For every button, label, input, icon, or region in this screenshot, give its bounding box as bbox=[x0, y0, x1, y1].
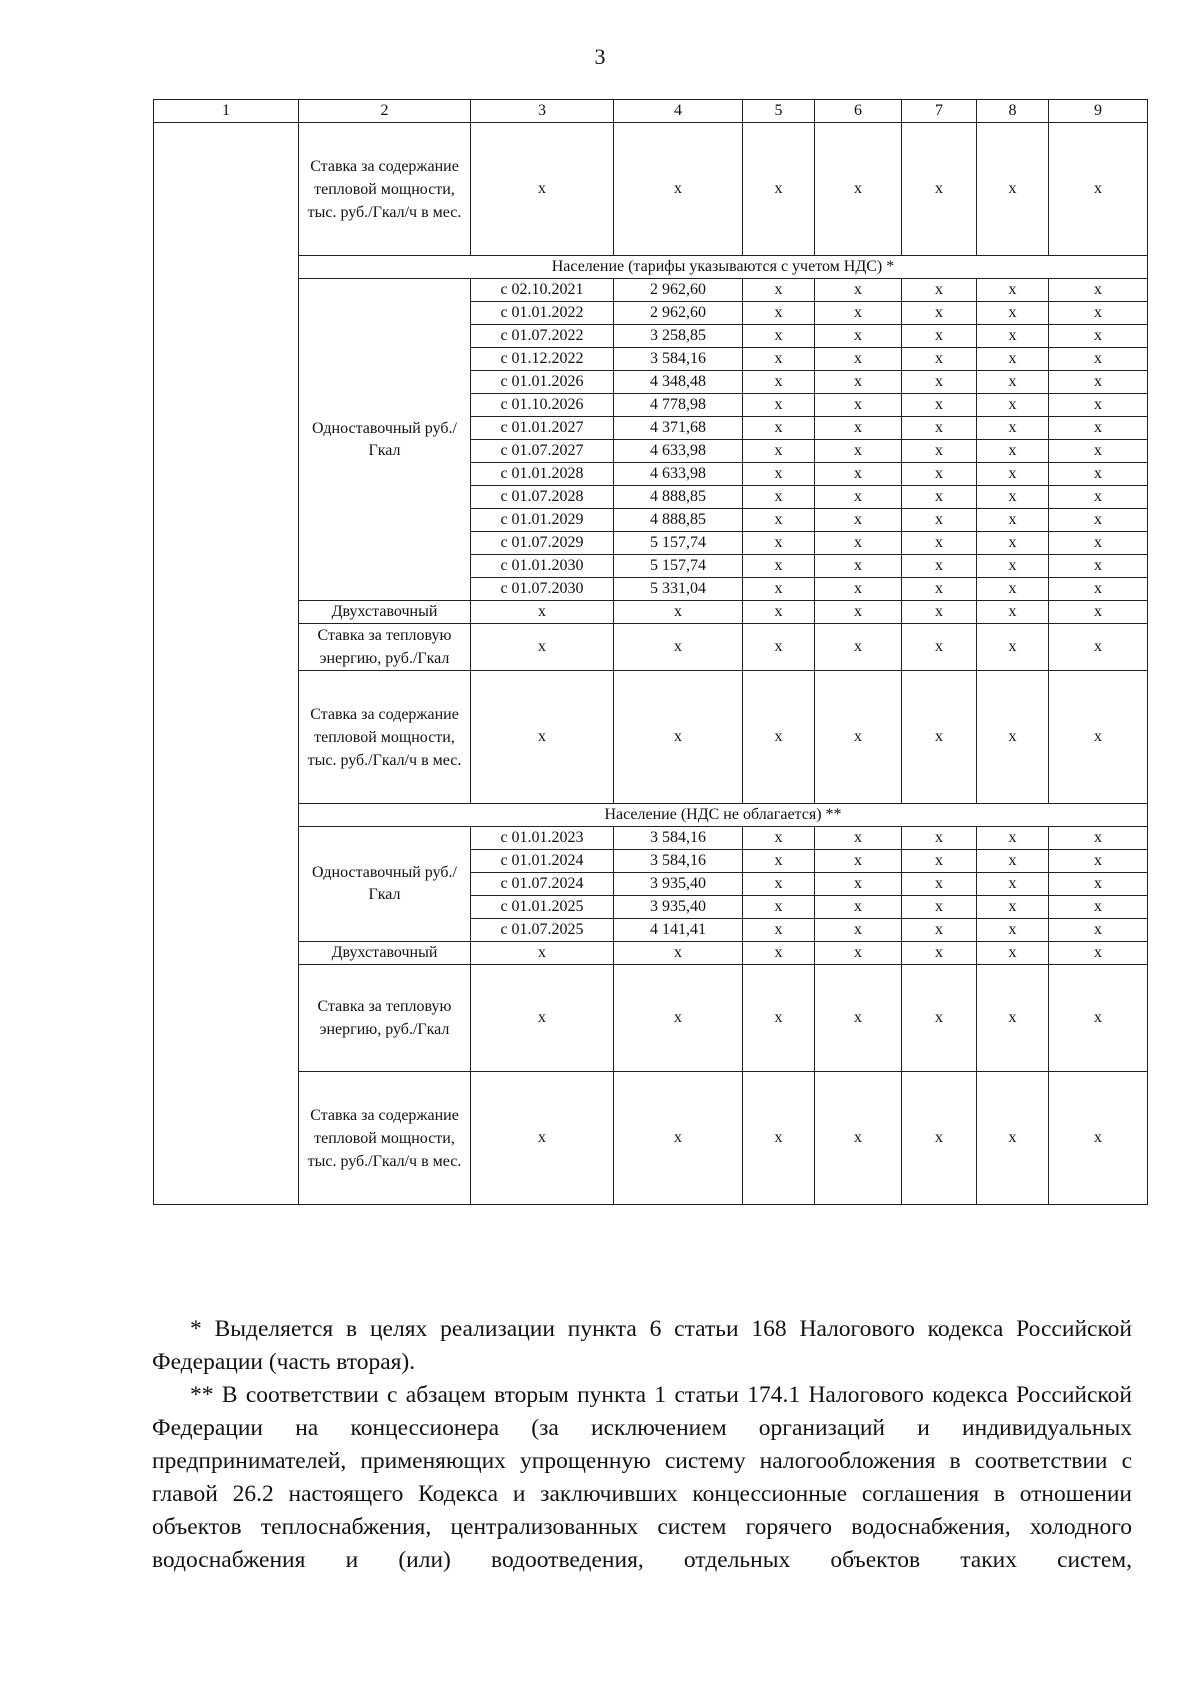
column-header: 4 bbox=[614, 100, 743, 123]
column-header: 9 bbox=[1049, 100, 1148, 123]
value-cell: 2 962,60 bbox=[614, 302, 743, 325]
x-cell: x bbox=[977, 279, 1049, 302]
x-cell: x bbox=[1049, 302, 1148, 325]
x-cell: x bbox=[977, 671, 1049, 804]
x-cell: x bbox=[902, 371, 977, 394]
x-cell: x bbox=[471, 942, 614, 965]
section-title: Население (НДС не облагается) ** bbox=[299, 804, 1148, 827]
x-cell: x bbox=[743, 555, 815, 578]
x-cell: x bbox=[977, 873, 1049, 896]
x-cell: x bbox=[902, 896, 977, 919]
row-label: Одноставочный руб./Гкал bbox=[299, 827, 471, 942]
x-cell: x bbox=[1049, 417, 1148, 440]
x-cell: x bbox=[1049, 873, 1148, 896]
value-cell: 4 778,98 bbox=[614, 394, 743, 417]
x-cell: x bbox=[902, 601, 977, 624]
table-row bbox=[154, 123, 1148, 256]
x-cell: x bbox=[815, 371, 902, 394]
value-cell: 3 584,16 bbox=[614, 850, 743, 873]
x-cell: x bbox=[614, 671, 743, 804]
x-cell: x bbox=[902, 624, 977, 671]
x-cell: x bbox=[902, 486, 977, 509]
x-cell: x bbox=[743, 873, 815, 896]
row-label: Ставка за тепловую энергию, руб./Гкал bbox=[299, 624, 471, 671]
x-cell: x bbox=[902, 532, 977, 555]
column-header: 6 bbox=[815, 100, 902, 123]
x-cell: x bbox=[743, 417, 815, 440]
date-cell: с 01.01.2030 bbox=[471, 555, 614, 578]
x-cell: x bbox=[614, 1072, 743, 1205]
x-cell: x bbox=[977, 919, 1049, 942]
tariff-table bbox=[153, 99, 1148, 1205]
x-cell: x bbox=[1049, 601, 1148, 624]
x-cell: x bbox=[815, 601, 902, 624]
x-cell: x bbox=[1049, 624, 1148, 671]
x-cell: x bbox=[471, 624, 614, 671]
table-row bbox=[154, 965, 1148, 1072]
table-row bbox=[154, 256, 1148, 279]
x-cell: x bbox=[1049, 486, 1148, 509]
x-cell: x bbox=[977, 417, 1049, 440]
x-cell: x bbox=[902, 463, 977, 486]
x-cell: x bbox=[977, 532, 1049, 555]
value-cell: 3 935,40 bbox=[614, 896, 743, 919]
date-cell: с 01.01.2023 bbox=[471, 827, 614, 850]
x-cell: x bbox=[1049, 325, 1148, 348]
x-cell: x bbox=[977, 827, 1049, 850]
x-cell: x bbox=[815, 578, 902, 601]
x-cell: x bbox=[815, 624, 902, 671]
x-cell: x bbox=[743, 123, 815, 256]
date-cell: с 01.01.2022 bbox=[471, 302, 614, 325]
x-cell: x bbox=[743, 578, 815, 601]
x-cell: x bbox=[815, 555, 902, 578]
x-cell: x bbox=[902, 123, 977, 256]
table-row bbox=[154, 1072, 1148, 1205]
x-cell: x bbox=[815, 965, 902, 1072]
column-header: 3 bbox=[471, 100, 614, 123]
row-label: Ставка за содержание тепловой мощности, тыс. руб./Гкал/ч в мес. bbox=[299, 671, 471, 804]
table-row bbox=[154, 601, 1148, 624]
x-cell: x bbox=[1049, 827, 1148, 850]
column-header: 1 bbox=[154, 100, 299, 123]
row-label: Двухставочный bbox=[299, 942, 471, 965]
x-cell: x bbox=[977, 1072, 1049, 1205]
x-cell: x bbox=[743, 1072, 815, 1205]
x-cell: x bbox=[471, 123, 614, 256]
x-cell: x bbox=[1049, 942, 1148, 965]
column-header: 7 bbox=[902, 100, 977, 123]
x-cell: x bbox=[815, 942, 902, 965]
x-cell: x bbox=[902, 279, 977, 302]
x-cell: x bbox=[1049, 919, 1148, 942]
x-cell: x bbox=[1049, 463, 1148, 486]
date-cell: с 01.01.2029 bbox=[471, 509, 614, 532]
x-cell: x bbox=[743, 279, 815, 302]
x-cell: x bbox=[815, 463, 902, 486]
x-cell: x bbox=[471, 965, 614, 1072]
x-cell: x bbox=[977, 371, 1049, 394]
x-cell: x bbox=[1049, 896, 1148, 919]
x-cell: x bbox=[977, 463, 1049, 486]
value-cell: 4 348,48 bbox=[614, 371, 743, 394]
x-cell: x bbox=[743, 919, 815, 942]
x-cell: x bbox=[902, 325, 977, 348]
x-cell: x bbox=[471, 601, 614, 624]
x-cell: x bbox=[1049, 555, 1148, 578]
x-cell: x bbox=[743, 965, 815, 1072]
footnote-2: ** В соответствии с абзацем вторым пункта 1 статьи 174.1 Налогового кодекса Российской Федерации на концессионера (за исключением организаций и индивидуальных предпринимателей, применяющих упрощенную систему налогообложения в соответствии с главой 26.2 настоящего Кодекса и заключивших концессионные соглашения в отношении объектов теплоснабжения, централизованных систем горячего водоснабжения, холодного водоснабжения и (или) водоотведения, отдельных объектов таких систем, bbox=[152, 1382, 1132, 1573]
x-cell: x bbox=[977, 578, 1049, 601]
x-cell: x bbox=[902, 578, 977, 601]
x-cell: x bbox=[1049, 532, 1148, 555]
value-cell: 5 331,04 bbox=[614, 578, 743, 601]
x-cell: x bbox=[614, 942, 743, 965]
date-cell: с 01.07.2022 bbox=[471, 325, 614, 348]
value-cell: 4 141,41 bbox=[614, 919, 743, 942]
x-cell: x bbox=[815, 509, 902, 532]
x-cell: x bbox=[902, 509, 977, 532]
x-cell: x bbox=[977, 896, 1049, 919]
x-cell: x bbox=[815, 1072, 902, 1205]
x-cell: x bbox=[815, 532, 902, 555]
x-cell: x bbox=[1049, 348, 1148, 371]
x-cell: x bbox=[471, 1072, 614, 1205]
date-cell: с 01.07.2028 bbox=[471, 486, 614, 509]
value-cell: 4 371,68 bbox=[614, 417, 743, 440]
x-cell: x bbox=[977, 601, 1049, 624]
footnotes bbox=[152, 1313, 1132, 1577]
x-cell: x bbox=[977, 624, 1049, 671]
value-cell: 5 157,74 bbox=[614, 555, 743, 578]
x-cell: x bbox=[743, 896, 815, 919]
x-cell: x bbox=[815, 873, 902, 896]
x-cell: x bbox=[743, 325, 815, 348]
value-cell: 4 633,98 bbox=[614, 463, 743, 486]
x-cell: x bbox=[471, 671, 614, 804]
x-cell: x bbox=[743, 463, 815, 486]
x-cell: x bbox=[743, 371, 815, 394]
x-cell: x bbox=[1049, 578, 1148, 601]
table-row bbox=[154, 827, 1148, 850]
x-cell: x bbox=[902, 850, 977, 873]
x-cell: x bbox=[614, 965, 743, 1072]
date-cell: с 01.01.2028 bbox=[471, 463, 614, 486]
x-cell: x bbox=[902, 555, 977, 578]
x-cell: x bbox=[1049, 279, 1148, 302]
date-cell: с 01.07.2030 bbox=[471, 578, 614, 601]
footnote-1: * Выделяется в целях реализации пункта 6 статьи 168 Налогового кодекса Российской Федерации (часть вторая). bbox=[152, 1316, 1132, 1375]
x-cell: x bbox=[977, 348, 1049, 371]
x-cell: x bbox=[743, 601, 815, 624]
x-cell: x bbox=[902, 348, 977, 371]
x-cell: x bbox=[743, 532, 815, 555]
x-cell: x bbox=[977, 123, 1049, 256]
value-cell: 3 935,40 bbox=[614, 873, 743, 896]
date-cell: с 01.01.2027 bbox=[471, 417, 614, 440]
x-cell: x bbox=[902, 302, 977, 325]
x-cell: x bbox=[815, 850, 902, 873]
date-cell: с 01.01.2026 bbox=[471, 371, 614, 394]
value-cell: 4 888,85 bbox=[614, 486, 743, 509]
x-cell: x bbox=[743, 942, 815, 965]
empty-cell bbox=[154, 123, 299, 1205]
date-cell: с 01.12.2022 bbox=[471, 348, 614, 371]
x-cell: x bbox=[1049, 509, 1148, 532]
x-cell: x bbox=[1049, 1072, 1148, 1205]
x-cell: x bbox=[902, 417, 977, 440]
date-cell: с 01.07.2029 bbox=[471, 532, 614, 555]
table-row bbox=[154, 100, 1148, 123]
x-cell: x bbox=[743, 827, 815, 850]
table-row bbox=[154, 671, 1148, 804]
x-cell: x bbox=[815, 896, 902, 919]
row-label: Ставка за содержание тепловой мощности, тыс. руб./Гкал/ч в мес. bbox=[299, 123, 471, 256]
x-cell: x bbox=[1049, 371, 1148, 394]
date-cell: с 01.07.2024 bbox=[471, 873, 614, 896]
x-cell: x bbox=[977, 394, 1049, 417]
x-cell: x bbox=[815, 394, 902, 417]
x-cell: x bbox=[743, 440, 815, 463]
x-cell: x bbox=[977, 942, 1049, 965]
x-cell: x bbox=[977, 440, 1049, 463]
value-cell: 3 584,16 bbox=[614, 827, 743, 850]
row-label: Ставка за тепловую энергию, руб./Гкал bbox=[299, 965, 471, 1072]
date-cell: с 01.01.2025 bbox=[471, 896, 614, 919]
x-cell: x bbox=[902, 671, 977, 804]
table-row bbox=[154, 942, 1148, 965]
x-cell: x bbox=[1049, 850, 1148, 873]
x-cell: x bbox=[743, 394, 815, 417]
x-cell: x bbox=[902, 873, 977, 896]
x-cell: x bbox=[902, 440, 977, 463]
date-cell: с 01.07.2025 bbox=[471, 919, 614, 942]
x-cell: x bbox=[743, 348, 815, 371]
x-cell: x bbox=[815, 348, 902, 371]
x-cell: x bbox=[815, 417, 902, 440]
x-cell: x bbox=[977, 486, 1049, 509]
table-row bbox=[154, 624, 1148, 671]
x-cell: x bbox=[743, 671, 815, 804]
x-cell: x bbox=[815, 302, 902, 325]
x-cell: x bbox=[902, 394, 977, 417]
x-cell: x bbox=[977, 509, 1049, 532]
column-header: 5 bbox=[743, 100, 815, 123]
x-cell: x bbox=[1049, 965, 1148, 1072]
x-cell: x bbox=[815, 486, 902, 509]
x-cell: x bbox=[977, 555, 1049, 578]
x-cell: x bbox=[815, 279, 902, 302]
x-cell: x bbox=[815, 440, 902, 463]
x-cell: x bbox=[1049, 123, 1148, 256]
date-cell: с 01.01.2024 bbox=[471, 850, 614, 873]
x-cell: x bbox=[902, 827, 977, 850]
x-cell: x bbox=[902, 919, 977, 942]
x-cell: x bbox=[815, 671, 902, 804]
x-cell: x bbox=[902, 965, 977, 1072]
date-cell: с 01.07.2027 bbox=[471, 440, 614, 463]
x-cell: x bbox=[815, 919, 902, 942]
x-cell: x bbox=[815, 325, 902, 348]
x-cell: x bbox=[1049, 440, 1148, 463]
x-cell: x bbox=[977, 302, 1049, 325]
value-cell: 4 633,98 bbox=[614, 440, 743, 463]
x-cell: x bbox=[614, 624, 743, 671]
x-cell: x bbox=[743, 486, 815, 509]
x-cell: x bbox=[902, 1072, 977, 1205]
column-header: 8 bbox=[977, 100, 1049, 123]
value-cell: 4 888,85 bbox=[614, 509, 743, 532]
x-cell: x bbox=[977, 965, 1049, 1072]
date-cell: с 01.10.2026 bbox=[471, 394, 614, 417]
value-cell: 5 157,74 bbox=[614, 532, 743, 555]
x-cell: x bbox=[977, 850, 1049, 873]
value-cell: 2 962,60 bbox=[614, 279, 743, 302]
x-cell: x bbox=[815, 123, 902, 256]
x-cell: x bbox=[977, 325, 1049, 348]
table-row bbox=[154, 804, 1148, 827]
x-cell: x bbox=[902, 942, 977, 965]
column-header: 2 bbox=[299, 100, 471, 123]
x-cell: x bbox=[1049, 671, 1148, 804]
x-cell: x bbox=[743, 850, 815, 873]
row-label: Одноставочный руб./Гкал bbox=[299, 279, 471, 601]
x-cell: x bbox=[614, 123, 743, 256]
section-title: Население (тарифы указываются с учетом НДС) * bbox=[299, 256, 1148, 279]
x-cell: x bbox=[1049, 394, 1148, 417]
x-cell: x bbox=[743, 624, 815, 671]
value-cell: 3 258,85 bbox=[614, 325, 743, 348]
x-cell: x bbox=[743, 509, 815, 532]
x-cell: x bbox=[743, 302, 815, 325]
value-cell: 3 584,16 bbox=[614, 348, 743, 371]
x-cell: x bbox=[815, 827, 902, 850]
page-number: 3 bbox=[594, 44, 606, 69]
row-label: Ставка за содержание тепловой мощности, тыс. руб./Гкал/ч в мес. bbox=[299, 1072, 471, 1205]
x-cell: x bbox=[614, 601, 743, 624]
row-label: Двухставочный bbox=[299, 601, 471, 624]
table-row bbox=[154, 279, 1148, 302]
date-cell: с 02.10.2021 bbox=[471, 279, 614, 302]
